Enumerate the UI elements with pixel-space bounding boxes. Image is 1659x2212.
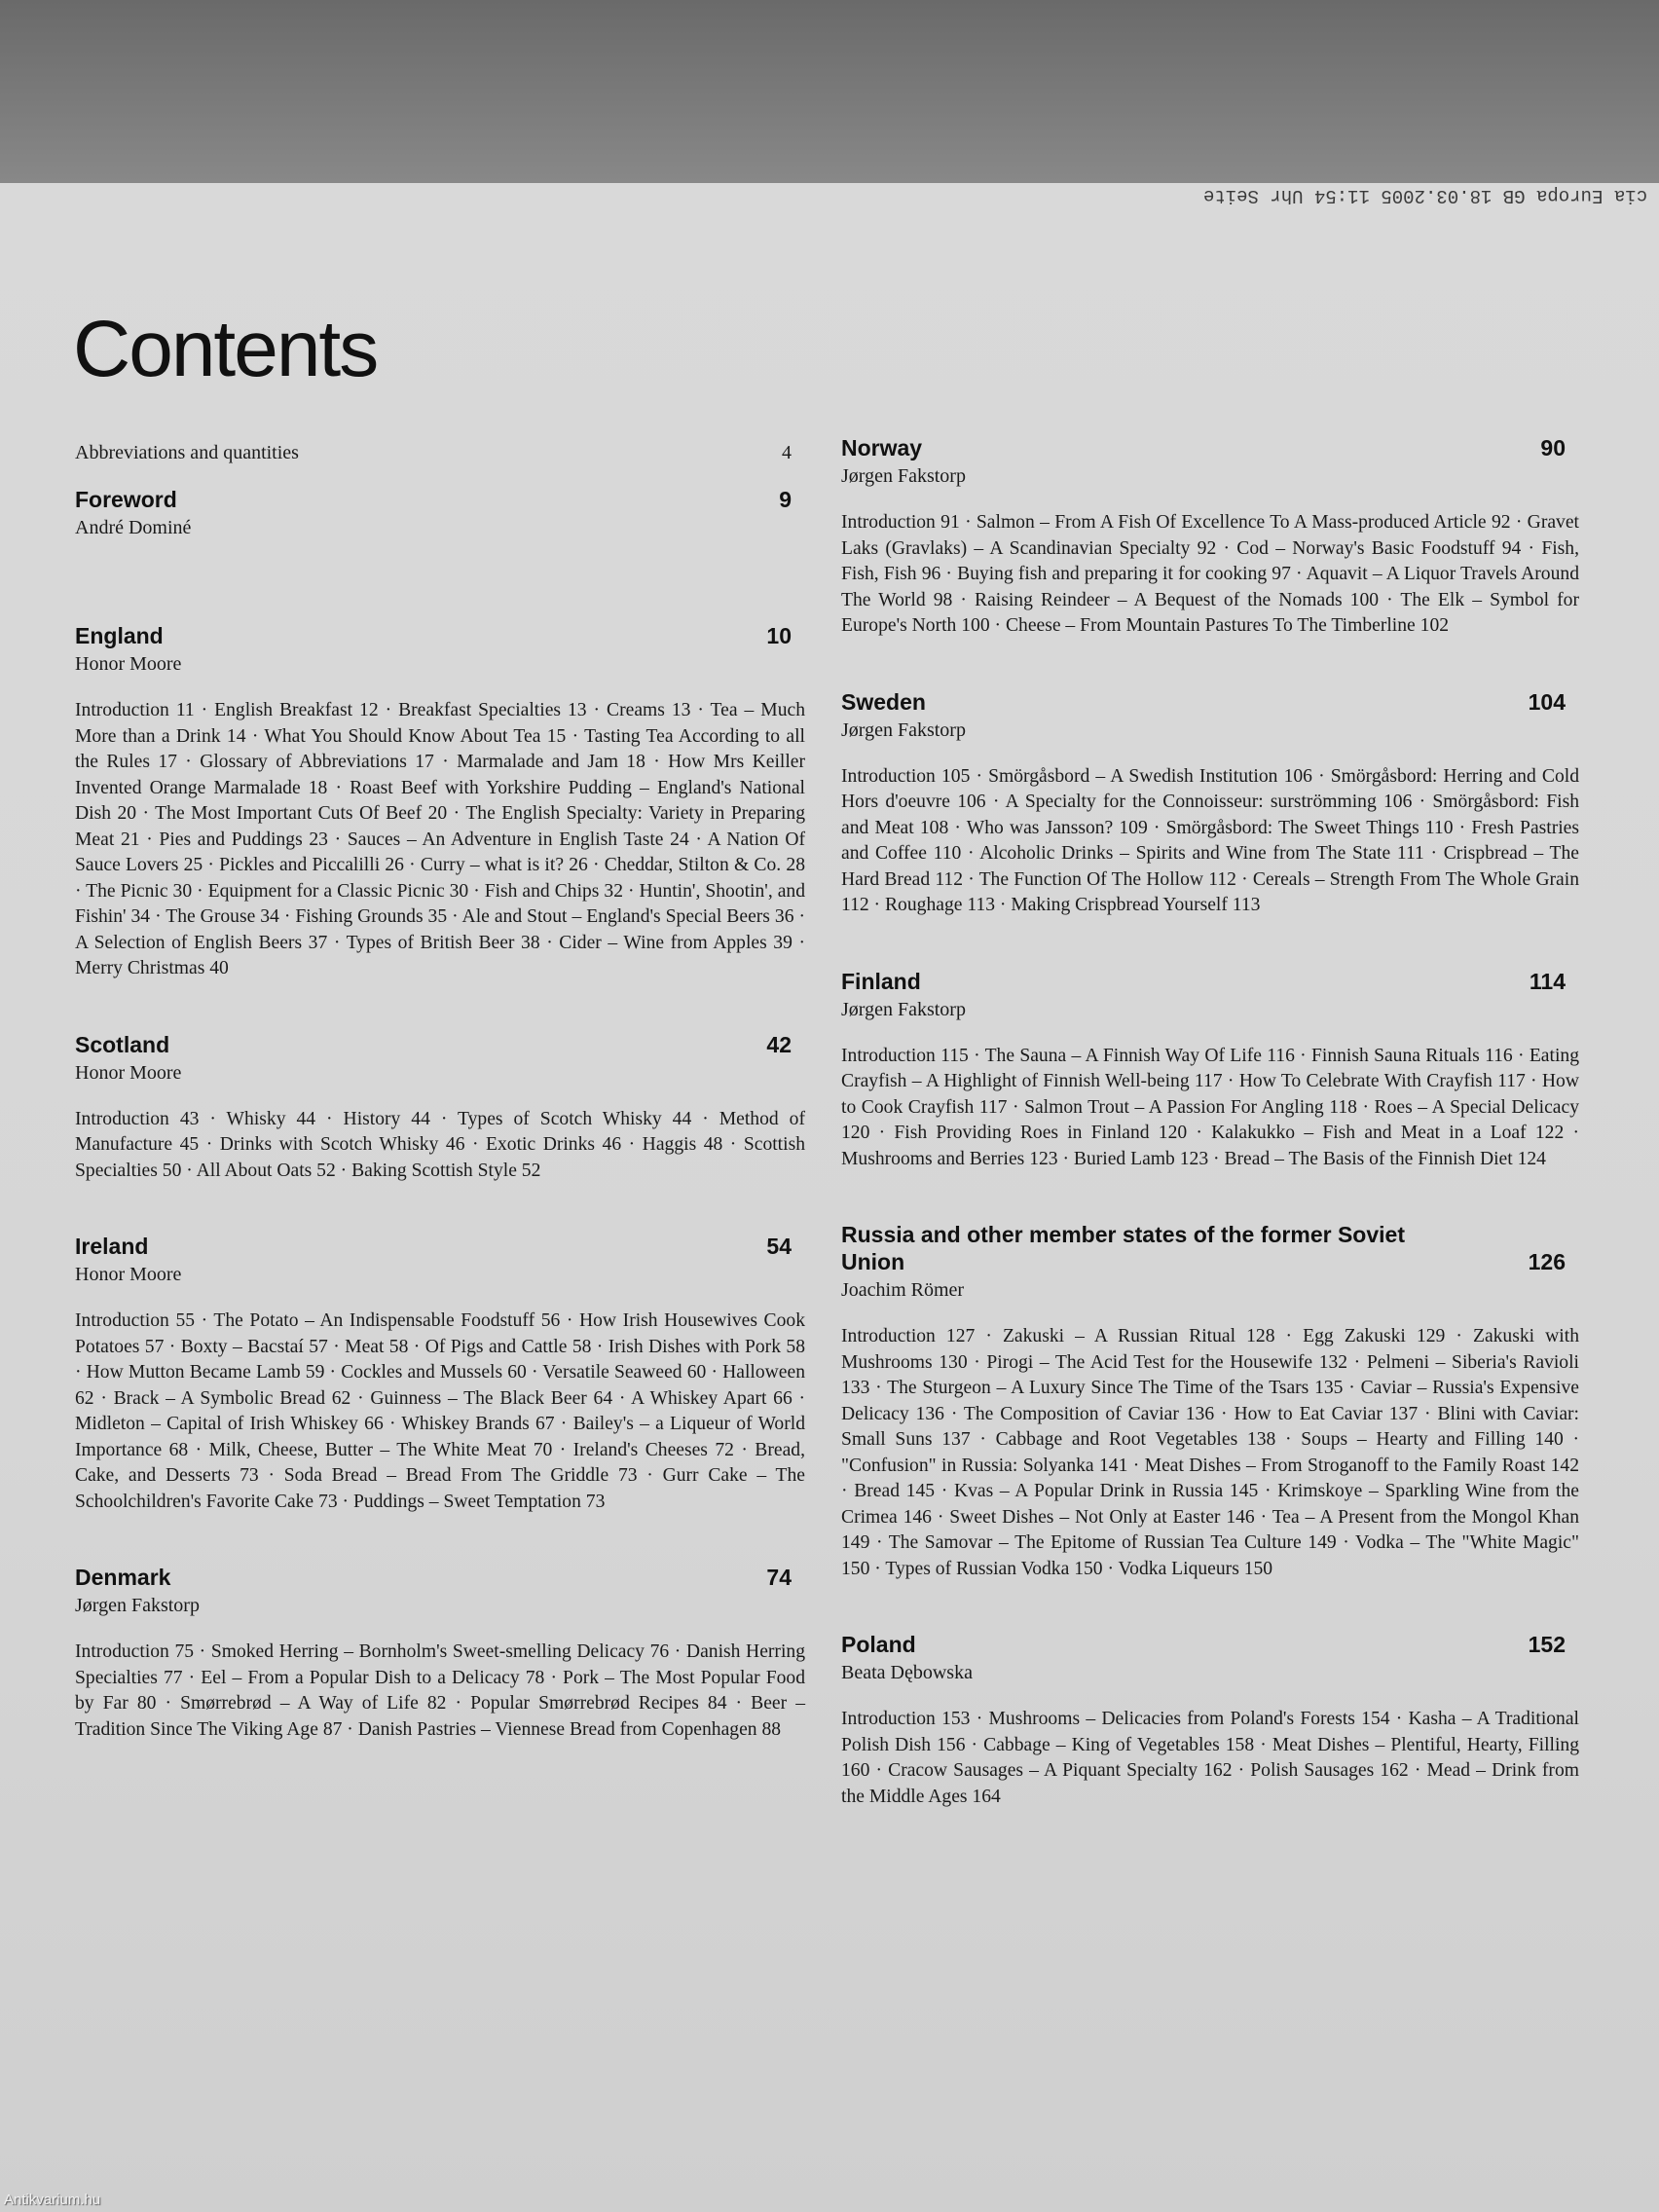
section-author: Jørgen Fakstorp [841,998,966,1020]
section-sweden [841,688,1579,919]
section-entries: Introduction 153 · Mushrooms – Delicacies from Poland's Forests 154 · Kasha – A Traditional Polish Dish 156 · Cabbage – King of Vegetables 158 · Meat Dishes – Plentiful, Hearty, Filling 160 · Cracow Sausages – A Piquant Specialty 162 · Polish Sausages 162 · Mead – Drink from the Middle Ages 164 [841,1709,1579,1807]
section-entries: Introduction 115 · The Sauna – A Finnish Way Of Life 116 · Finnish Sauna Rituals 116 · Eating Crayfish – A Highlight of Finnish Well-being 117 · How To Celebrate With Crayfish 117 · How to Cook Crayfish 117 · Salmon Trout – A Passion For Angling 118 · Roes – A Special Delicacy 120 · Fish Providing Roes in Finland 120 · Kalakukko – Fish and Meat in a Loaf 122 · Mushrooms and Berries 123 · Buried Lamb 123 · Bread – The Basis of the Finnish Diet 124 [841,1045,1579,1169]
section-poland [841,1631,1579,1810]
section-title: Russia and other member states of the former Soviet Union [841,1222,1405,1274]
section-entries: Introduction 75 · Smoked Herring – Bornholm's Sweet-smelling Delicacy 76 · Danish Herring Specialties 77 · Eel – From a Popular Dish to a Delicacy 78 · Pork – The Most Popular Food by Far 80 · Smørrebrød – A Way of Life 82 · Popular Smørrebrød Recipes 84 · Beer – Tradition Since The Viking Age 87 · Danish Pastries – Viennese Bread from Copenhagen 88 [75,1641,805,1740]
section-author: Beata Dębowska [841,1662,973,1683]
section-ireland [75,1233,805,1515]
left-column [75,442,805,1791]
section-page: 152 [1528,1632,1566,1657]
abbreviations-page: 4 [782,442,792,463]
section-entries: Introduction 11 · English Breakfast 12 · Breakfast Specialties 13 · Creams 13 · Tea – Much More than a Drink 14 · What You Should Know About Tea 15 · Tasting Tea According to all the Rules 17 · Glossary of Abbreviations 17 · Marmalade and Jam 18 · How Mrs Keiller Invented Orange Marmalade 18 · Roast Beef with Yorkshire Pudding – England's National Dish 20 · The Most Important Cuts Of Beef 20 · The English Specialty: Variety in Preparing Meat 21 · Pies and Puddings 23 · Sauces – An Adventure in English Taste 24 · A Nation Of Sauce Lovers 25 · Pickles and Piccalilli 26 · Curry – what is it? 26 · Cheddar, Stilton & Co. 28 · The Picnic 30 · Equipment for a Classic Picnic 30 · Fish and Chips 32 · Huntin', Shootin', and Fishin' 34 · The Grouse 34 · Fishing Grounds 35 · Ale and Stout – England's Special Beers 36 · A Selection of English Beers 37 · Types of British Beer 38 · Cider – Wine from Apples 39 · Merry Christmas 40 [75,700,805,978]
section-author: Jørgen Fakstorp [841,719,966,741]
page-title: Contents [73,305,378,393]
section-entries: Introduction 91 · Salmon – From A Fish Of Excellence To A Mass-produced Article 92 · Gravet Laks (Gravlaks) – A Scandinavian Specialty 92 · Cod – Norway's Basic Foodstuff 94 · Fish, Fish, Fish 96 · Buying fish and preparing it for cooking 97 · Aquavit – A Liquor Travels Around The World 98 · Raising Reindeer – A Bequest of the Nomads 100 · The Elk – Symbol for Europe's North 100 · Cheese – From Mountain Pastures To The Timberline 102 [841,512,1579,636]
section-title: Ireland [75,1234,149,1259]
section-page: 114 [1529,968,1566,994]
section-page: 74 [766,1565,792,1590]
section-foreword [75,486,805,540]
section-england [75,622,805,982]
section-title: Finland [841,968,921,994]
section-title: Scotland [75,1031,170,1057]
section-page: 42 [766,1031,792,1057]
section-author: Honor Moore [75,1061,182,1084]
section-title: Foreword [75,487,177,512]
section-title: Sweden [841,688,926,715]
section-page: 90 [1540,435,1566,461]
section-russia [841,1221,1579,1582]
section-page: 104 [1528,688,1566,715]
right-column [841,434,1579,1859]
section-author: Honor Moore [75,653,182,675]
abbreviations-entry [75,442,805,464]
section-author: Honor Moore [75,1264,182,1285]
section-entries: Introduction 127 · Zakuski – A Russian Ritual 128 · Egg Zakuski 129 · Zakuski with Mushrooms 130 · Pirogi – The Acid Test for the Housewife 132 · Pelmeni – Siberia's Ravioli 133 · The Sturgeon – A Luxury Since The Time of the Tsars 135 · Caviar – Russia's Expensive Delicacy 136 · The Composition of Caviar 136 · How to Eat Caviar 137 · Blini with Caviar: Small Suns 137 · Cabbage and Root Vegetables 138 · Soups – Hearty and Filling 140 · "Confusion" in Russia: Solyanka 141 · Meat Dishes – From Stroganoff to the Family Roast 142 · Bread 145 · Kvas – A Popular Drink in Russia 145 · Krimskoye – Sparkling Wine from the Crimea 146 · Sweet Dishes – Not Only at Easter 146 · Tea – A Present from the Mongol Khan 149 · The Samovar – The Epitome of Russian Tea Culture 149 · Vodka – The "White Magic" 150 · Types of Russian Vodka 150 · Vodka Liqueurs 150 [841,1326,1579,1579]
section-title: England [75,623,164,648]
abbreviations-label: Abbreviations and quantities [75,442,299,463]
section-entries: Introduction 105 · Smörgåsbord – A Swedish Institution 106 · Smörgåsbord: Herring and Cold Hors d'oeuvre 106 · A Specialty for the Connoisseur: surströmming 106 · Smörgåsbord: Fish and Meat 108 · Who was Jansson? 109 · Smörgåsbord: The Sweet Things 110 · Fresh Pastries and Coffee 110 · Alcoholic Drinks – Spirits and Wine from The State 111 · Crispbread – The Hard Bread 112 · The Function Of The Hollow 112 · Cereals – Strength From The Whole Grain 112 · Roughage 113 · Making Crispbread Yourself 113 [841,765,1579,915]
section-finland [841,968,1579,1173]
section-entries: Introduction 55 · The Potato – An Indispensable Foodstuff 56 · How Irish Housewives Cook Potatoes 57 · Boxty – Bacstaí 57 · Meat 58 · Of Pigs and Cattle 58 · Irish Dishes with Pork 58 · How Mutton Became Lamb 59 · Cockles and Mussels 60 · Versatile Seaweed 60 · Halloween 62 · Brack – A Symbolic Bread 62 · Guinness – The Black Beer 64 · A Whiskey Apart 66 · Midleton – Capital of Irish Whiskey 66 · Whiskey Brands 67 · Bailey's – a Liqueur of World Importance 68 · Milk, Cheese, Butter – The White Meat 70 · Ireland's Cheeses 72 · Bread, Cake, and Desserts 73 · Soda Bread – Bread From The Griddle 73 · Gurr Cake – The Schoolchildren's Favorite Cake 73 · Puddings – Sweet Temptation 73 [75,1310,805,1512]
watermark: Antikvarium.hu [4,2192,101,2208]
background-surface [0,0,1659,195]
book-page [0,183,1659,2212]
section-title: Denmark [75,1565,171,1590]
section-page: 9 [779,487,792,512]
section-page: 54 [766,1234,792,1259]
section-title: Poland [841,1632,916,1657]
mirrored-print-strip: cia Europa GB 18.03.2005 11:54 Uhr Seite [1202,185,1647,206]
section-title: Norway [841,435,923,461]
section-page: 10 [766,623,792,648]
section-author: Joachim Römer [841,1279,965,1301]
section-norway [841,434,1579,640]
section-author: André Dominé [75,517,192,538]
section-author: Jørgen Fakstorp [75,1595,200,1616]
section-entries: Introduction 43 · Whisky 44 · History 44 · Types of Scotch Whisky 44 · Method of Manufacture 45 · Drinks with Scotch Whisky 46 · Exotic Drinks 46 · Haggis 48 · Scottish Specialties 50 · All About Oats 52 · Baking Scottish Style 52 [75,1108,805,1181]
section-author: Jørgen Fakstorp [841,465,966,487]
section-scotland [75,1031,805,1185]
section-denmark [75,1564,805,1743]
section-page: 126 [1528,1249,1566,1274]
